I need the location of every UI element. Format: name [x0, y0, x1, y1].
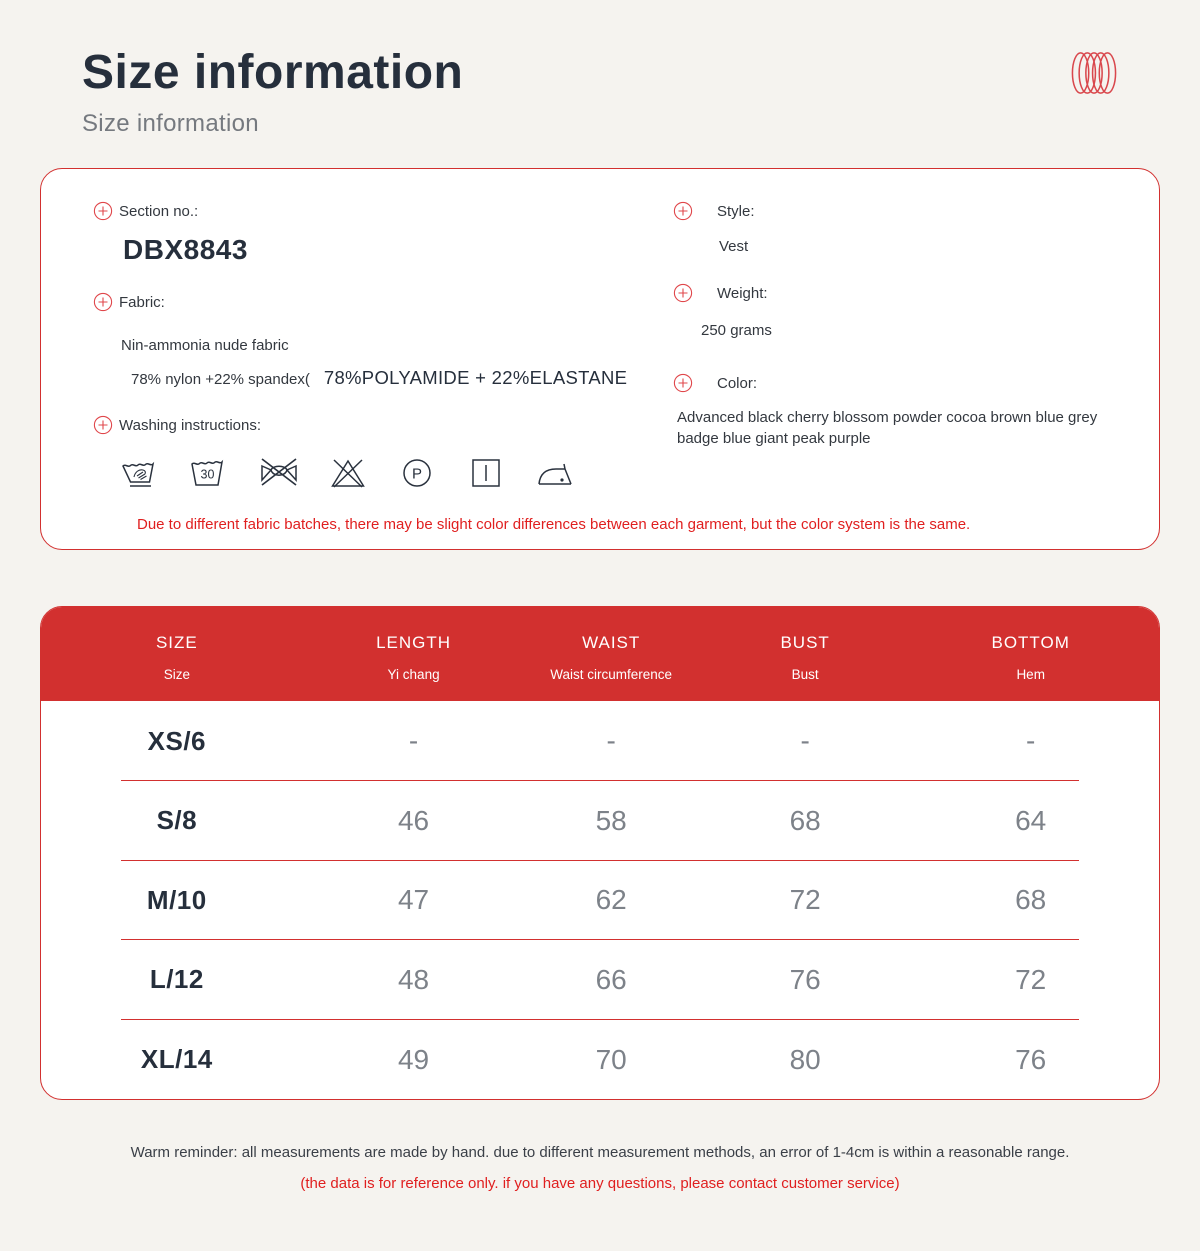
washing-label-row — [93, 415, 661, 435]
fabric-composition-large: 78%POLYAMIDE + 22%ELASTANE — [323, 367, 628, 389]
column-header-en: BUST — [780, 633, 830, 653]
size-label: S/8 — [156, 805, 198, 836]
table-row — [41, 1020, 1159, 1100]
column-header-length — [313, 607, 515, 701]
column-header-en: SIZE — [155, 633, 198, 653]
bottom-value: 76 — [1015, 1043, 1047, 1075]
color-label: Color: — [717, 374, 758, 392]
expand-plus-icon[interactable] — [93, 292, 113, 312]
style-label-row — [673, 201, 1119, 221]
waist-value: 62 — [595, 884, 627, 916]
page-footer — [0, 1144, 1200, 1192]
iron-low-heat-icon — [533, 452, 577, 494]
waist-value: - — [606, 725, 616, 757]
warm-reminder-text: Warm reminder: all measurements are made by hand. due to different measurement methods, an error of 1-4cm is within a reasonable range. — [130, 1144, 1070, 1162]
dry-clean-p-icon — [395, 452, 439, 494]
table-row — [41, 861, 1159, 941]
bust-value: 72 — [789, 884, 821, 916]
weight-label: Weight: — [717, 284, 768, 302]
table-row — [41, 701, 1159, 781]
size-table-body — [41, 701, 1159, 1099]
product-info-card — [40, 168, 1160, 550]
hand-wash-icon — [119, 452, 163, 494]
column-header-en: BOTTOM — [991, 633, 1070, 653]
fabric-composition-small: 78% nylon +22% spandex( — [131, 371, 310, 389]
page-subtitle: Size information — [82, 110, 259, 138]
page-title: Size information — [82, 46, 464, 99]
size-label: M/10 — [146, 884, 207, 915]
bottom-value: 64 — [1015, 804, 1047, 836]
section-no-label-row — [93, 201, 661, 221]
size-label: XS/6 — [147, 725, 207, 756]
bust-value: 80 — [789, 1043, 821, 1075]
column-header-size — [41, 607, 313, 701]
page-header — [0, 0, 1200, 138]
fabric-value-line1: Nin-ammonia nude fabric — [121, 337, 289, 355]
fabric-batch-disclaimer: Due to different fabric batches, there may be slight color differences between each garment, but the color system is the same. — [137, 516, 971, 534]
style-value: Vest — [719, 238, 749, 256]
weight-label-row — [673, 283, 1119, 303]
length-value: 47 — [397, 884, 430, 916]
column-header-bust — [708, 607, 903, 701]
table-row — [41, 940, 1159, 1020]
line-dry-icon — [464, 452, 508, 494]
do-not-bleach-icon — [326, 452, 370, 494]
column-header-sub: Waist circumference — [550, 667, 673, 683]
size-table-header — [41, 607, 1159, 701]
length-value: 48 — [397, 963, 430, 995]
expand-plus-icon[interactable] — [673, 201, 693, 221]
column-header-en: LENGTH — [376, 633, 452, 653]
washing-label: Washing instructions: — [119, 416, 262, 434]
bust-value: 68 — [789, 804, 821, 836]
expand-plus-icon[interactable] — [673, 283, 693, 303]
column-header-sub: Size — [163, 667, 190, 683]
column-header-en: WAIST — [582, 633, 641, 653]
style-label: Style: — [717, 202, 755, 220]
bottom-value: 72 — [1015, 963, 1047, 995]
column-header-sub: Hem — [1016, 667, 1045, 683]
waist-value: 58 — [595, 804, 627, 836]
do-not-wring-icon — [257, 452, 301, 494]
size-table-card — [40, 606, 1160, 1100]
info-left-column — [93, 201, 661, 494]
bottom-value: - — [1026, 725, 1036, 757]
fabric-label: Fabric: — [119, 293, 165, 311]
size-label: XL/14 — [140, 1044, 213, 1075]
machine-wash-30-icon — [188, 452, 232, 494]
waist-value: 66 — [595, 963, 627, 995]
coil-logo-icon — [1070, 50, 1118, 96]
table-row — [41, 781, 1159, 861]
weight-value: 250 grams — [701, 322, 772, 340]
washing-icons-row — [119, 452, 661, 494]
expand-plus-icon[interactable] — [673, 373, 693, 393]
length-value: - — [408, 725, 419, 757]
fabric-value-line2 — [131, 367, 661, 389]
column-header-sub: Bust — [791, 667, 819, 683]
fabric-label-row — [93, 292, 661, 312]
length-value: 49 — [397, 1043, 430, 1075]
color-label-row — [673, 373, 1119, 393]
section-no-value: DBX8843 — [123, 234, 248, 266]
expand-plus-icon[interactable] — [93, 415, 113, 435]
dry-clean-letter-text: P — [411, 465, 423, 483]
column-header-sub: Yi chang — [387, 667, 440, 683]
reference-note-text: (the data is for reference only. if you have any questions, please contact customer service) — [300, 1175, 900, 1193]
size-label: L/12 — [149, 964, 204, 995]
section-no-label: Section no.: — [119, 202, 199, 220]
column-header-bottom — [902, 607, 1159, 701]
color-value: Advanced black cherry blossom powder cocoa brown blue grey badge blue giant peak purple — [677, 409, 1098, 447]
waist-value: 70 — [595, 1043, 627, 1075]
info-right-column — [661, 201, 1119, 494]
length-value: 46 — [397, 804, 430, 836]
bust-value: 76 — [789, 963, 821, 995]
wash-temp-text: 30 — [200, 467, 215, 482]
bottom-value: 68 — [1015, 884, 1047, 916]
expand-plus-icon[interactable] — [93, 201, 113, 221]
column-header-waist — [514, 607, 707, 701]
bust-value: - — [800, 725, 810, 757]
